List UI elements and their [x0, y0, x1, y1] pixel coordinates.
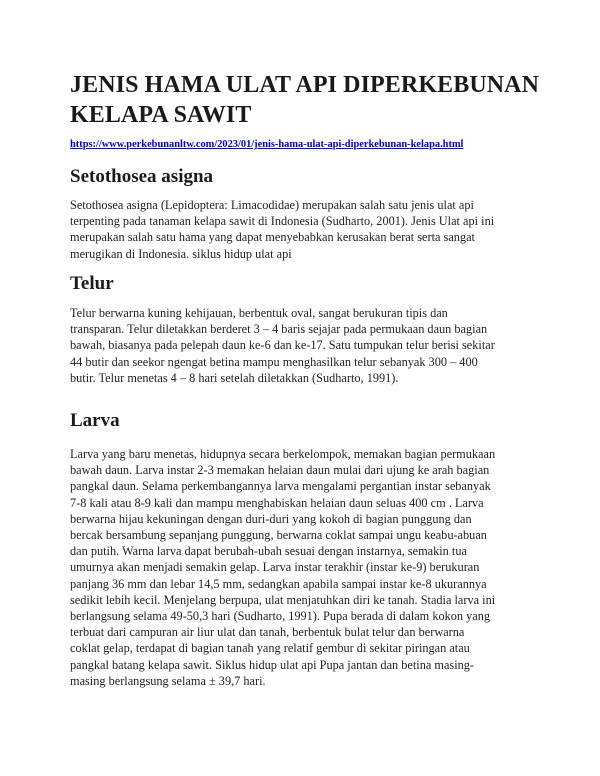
section-paragraph-telur [70, 305, 542, 386]
paragraph-line: berwarna hijau kekuningan dengan duri-duri yang kokoh di bagian punggung dan [70, 511, 472, 526]
paragraph-line: merugikan di Indonesia. siklus hidup ulat api [70, 246, 292, 261]
paragraph-line: bercak bersambung sepanjang punggung, berwarna coklat sampai ungu keabu-abuan [70, 528, 487, 543]
section-heading-telur: Telur [70, 273, 114, 294]
paragraph-line: Setothosea asigna (Lepidoptera: Limacodidae) merupakan salah satu jenis ulat api [70, 198, 474, 212]
paragraph-line: masing berlangsung selama ± 39,7 hari. [70, 673, 266, 688]
section-heading-larva: Larva [70, 410, 120, 431]
source-link[interactable]: https://www.perkebunanltw.com/2023/01/jenis-hama-ulat-api-diperkebunan-kelapa.html [70, 139, 464, 150]
section-paragraph-larva [70, 446, 542, 689]
paragraph-line: butir. Telur menetas 4 – 8 hari setelah diletakkan (Sudharto, 1991). [70, 370, 399, 385]
paragraph-line: merupakan salah satu hama yang dapat menyebabkan kerusakan berat serta sangat [70, 230, 475, 245]
paragraph-line: bawah, biasanya pada pelepah daun ke-6 dan ke-17. Satu tumpukan telur berisi sekitar [70, 338, 495, 353]
paragraph-line: Telur berwarna kuning kehijauan, berbentuk oval, sangat berukuran tipis dan [70, 306, 448, 320]
paragraph-line: terpenting pada tanaman kelapa sawit di Indonesia (Sudharto, 2001). Jenis Ulat api ini [70, 214, 495, 229]
paragraph-line: terbuat dari campuran air liur ulat dan tanah, berbentuk bulat telur dan berwarna [70, 625, 465, 640]
paragraph-line: transparan. Telur diletakkan berderet 3 – 4 baris sejajar pada permukaan daun bagian [70, 322, 488, 337]
paragraph-line: panjang 36 mm dan lebar 14,5 mm, sedangkan apabila sampai instar ke-8 ukurannya [70, 576, 487, 591]
section-paragraph-setothosea [70, 197, 542, 262]
paragraph-line: coklat gelap, terdapat di bagian tanah yang relatif gembur di sekitar piringan atau [70, 641, 470, 656]
paragraph-line: 44 butir dan seekor ngengat betina mampu menghasilkan telur sebanyak 300 – 400 [70, 354, 478, 369]
paragraph-line: pangkal batang kelapa sawit. Siklus hidup ulat api Pupa jantan dan betina masing- [70, 657, 474, 672]
title-line: JENIS HAMA ULAT API DIPERKEBUNAN [70, 72, 540, 98]
page-title [70, 70, 550, 130]
paragraph-line: bawah daun. Larva instar 2-3 memakan helaian daun mulai dari ujung ke arah bagian [70, 463, 490, 478]
paragraph-line: umurnya akan menjadi semakin gelap. Larva instar terakhir (instar ke-9) berukuran [70, 560, 480, 575]
paragraph-line: sedikit lebih kecil. Menjelang berpupa, ulat menjatuhkan diri ke tanah. Stadia larva ini [70, 592, 496, 607]
section-heading-setothosea: Setothosea asigna [70, 166, 214, 187]
paragraph-line: Larva yang baru menetas, hidupnya secara berkelompok, memakan bagian permukaan [70, 447, 496, 461]
paragraph-line: pangkal daun. Selama perkembangannya larva mengalami pergantian instar sebanyak [70, 479, 491, 494]
title-line: KELAPA SAWIT [70, 102, 252, 128]
paragraph-line: berlangsung selama 49-50,3 hari (Sudharto, 1991). Pupa berada di dalam kokon yang [70, 609, 491, 624]
paragraph-line: dan putih. Warna larva dapat berubah-ubah sesuai dengan instarnya, semakin tua [70, 544, 467, 559]
paragraph-line: 7-8 kali atau 8-9 kali dan mampu menghabiskan helaian daun seluas 400 cm . Larva [70, 495, 484, 510]
